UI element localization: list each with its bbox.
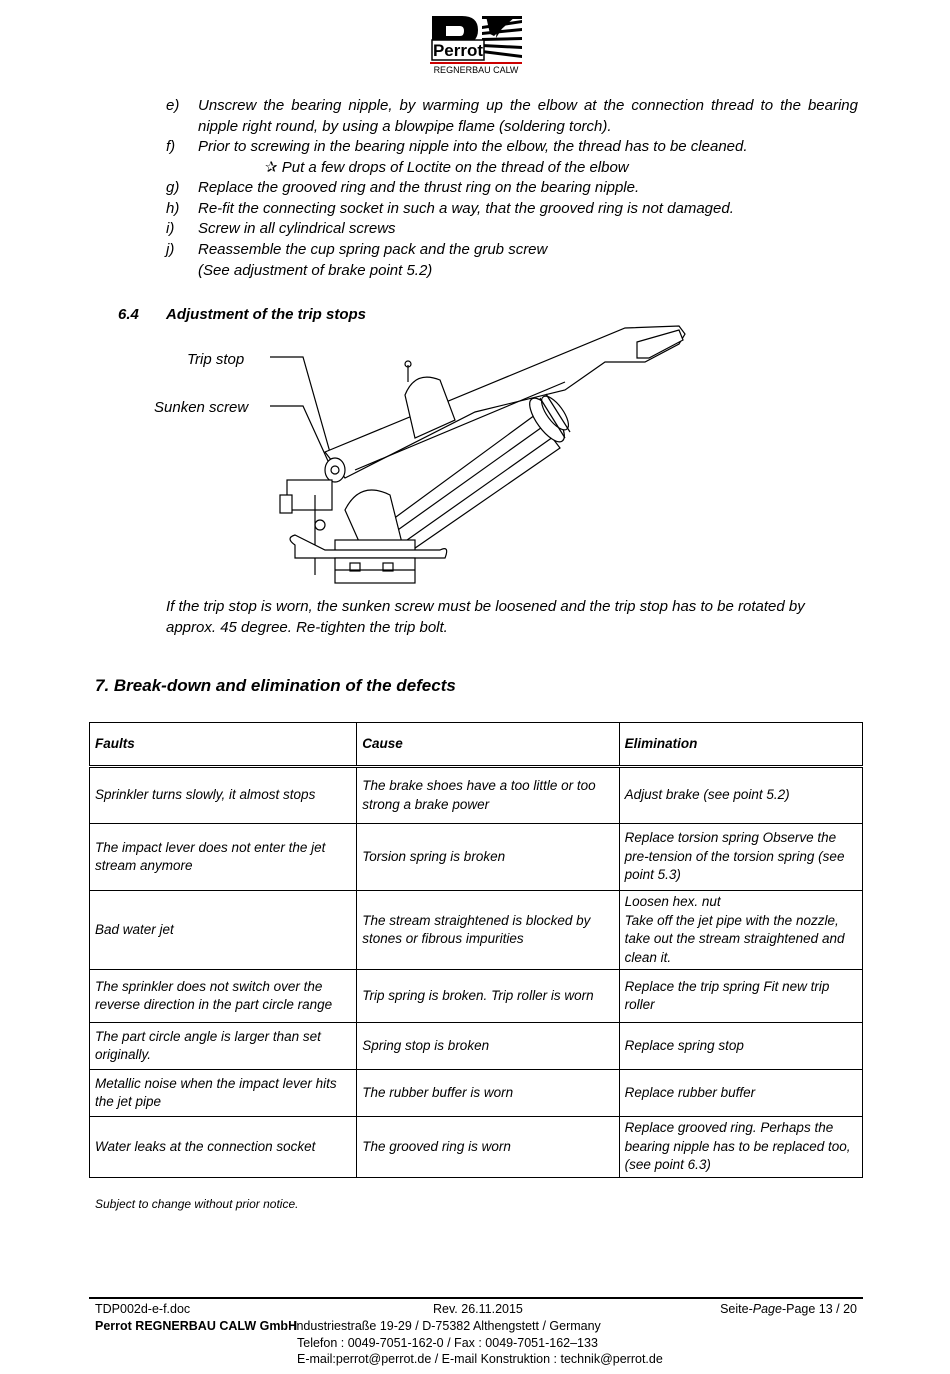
star-icon: ✰ [265,159,278,176]
footer-company: Perrot REGNERBAU CALW GmbH [95,1319,298,1333]
sunken-screw-leader [270,406,333,472]
table-row [90,891,863,970]
step-j-note [166,261,858,282]
step-j [166,240,858,261]
header-cause: Cause [357,723,619,767]
step-text: Replace the grooved ring and the thrust ring on the bearing nipple. [198,179,640,196]
table-row [90,1023,863,1070]
step-g [166,178,858,199]
step-f [166,137,858,158]
step-i [166,219,858,240]
disclaimer: Subject to change without prior notice. [95,1197,299,1211]
footer-page-italic: Page [752,1302,782,1316]
footer-page-suffix: -Page 13 / 20 [781,1302,857,1316]
footer-rev: Rev. 26.11.2015 [433,1302,523,1316]
step-text: Re-fit the connecting socket in such a way, that the grooved ring is not damaged. [198,200,734,217]
step-text: Reassemble the cup spring pack and the grub screw [198,241,548,258]
table-row [90,1117,863,1178]
header-faults: Faults [90,723,357,767]
header-elimination: Elimination [619,723,862,767]
footer-phone: Telefon : 0049-7051-162-0 / Fax : 0049-7051-162–133 [297,1336,598,1350]
step-letter: f) [166,138,176,155]
faults-table [89,722,863,1178]
step-letter: g) [166,179,180,196]
table-row [90,824,863,891]
fault-cell: Water leaks at the connection socket [90,1117,357,1178]
table-row [90,767,863,824]
footer-page-prefix: Seite- [720,1302,753,1316]
footer-email: E-mail:perrot@perrot.de / E-mail Konstruktion : technik@perrot.de [297,1352,663,1366]
step-letter: e) [166,97,180,114]
fault-cell: The part circle angle is larger than set originally. [90,1023,357,1070]
elimination-cell: Replace rubber buffer [619,1070,862,1117]
fault-cell: Metallic noise when the impact lever hits the jet pipe [90,1070,357,1117]
elimination-cell: Loosen hex. nut Take off the jet pipe with the nozzle, take out the stream straightened and clean it. [619,891,862,970]
footer-doc: TDP002d-e-f.doc [95,1302,191,1316]
section7-heading: 7. Break-down and elimination of the defects [95,676,456,695]
table-row [90,1070,863,1117]
callout-sunken-screw: Sunken screw [154,399,249,416]
trip-stop-paragraph: If the trip stop is worn, the sunken screw must be loosened and the trip stop has to be rotated by approx. 45 degree. Re-tighten the trip bolt. [166,598,805,636]
cause-cell: The grooved ring is worn [357,1117,619,1178]
table-header-row [90,723,863,767]
cause-cell: The brake shoes have a too little or too strong a brake power [357,767,619,824]
table-row [90,970,863,1023]
step-note [265,158,765,179]
logo-brand: Perrot [432,41,484,60]
section-number: 6.4 [118,306,139,323]
elimination-cell: Replace grooved ring. Perhaps the bearing nipple has to be replaced too, (see point 6.3) [619,1117,862,1178]
cause-cell: Torsion spring is broken [357,824,619,891]
cause-cell: The rubber buffer is worn [357,1070,619,1117]
step-e [166,96,858,137]
step-note-text: Put a few drops of Loctite on the thread of the elbow [281,159,629,176]
section-title: Adjustment of the trip stops [166,306,366,323]
step-letter: h) [166,200,180,217]
sprinkler-drawing [265,320,695,585]
step-text: (See adjustment of brake point 5.2) [198,262,433,279]
step-h [166,199,858,220]
step-text: Prior to screwing in the bearing nipple into the elbow, the thread has to be cleaned. [198,138,748,155]
elimination-cell: Replace spring stop [619,1023,862,1070]
footer-divider [89,1297,863,1299]
footer-page [705,1302,857,1316]
fault-cell: Bad water jet [90,891,357,970]
step-letter: i) [166,220,175,237]
callout-trip-stop: Trip stop [187,351,245,368]
fault-cell: Sprinkler turns slowly, it almost stops [90,767,357,824]
fault-cell: The impact lever does not enter the jet stream anymore [90,824,357,891]
step-text: Screw in all cylindrical screws [198,220,396,237]
cause-cell: Spring stop is broken [357,1023,619,1070]
perrot-logo [428,14,524,76]
step-letter: j) [166,241,175,258]
elimination-cell: Adjust brake (see point 5.2) [619,767,862,824]
footer-address: Industriestraße 19-29 / D-75382 Althengstett / Germany [293,1319,601,1333]
step-text: Unscrew the bearing nipple, by warming up the elbow at the connection thread to the bearing nipple right round, by using a blowpipe flame (soldering torch). [198,97,858,135]
elimination-cell: Replace torsion spring Observe the pre-tension of the torsion spring (see point 5.3) [619,824,862,891]
fault-cell: The sprinkler does not switch over the reverse direction in the part circle range [90,970,357,1023]
logo-subtitle: REGNERBAU CALW [433,65,519,75]
cause-cell: Trip spring is broken. Trip roller is worn [357,970,619,1023]
cause-cell: The stream straightened is blocked by stones or fibrous impurities [357,891,619,970]
elimination-cell: Replace the trip spring Fit new trip roller [619,970,862,1023]
